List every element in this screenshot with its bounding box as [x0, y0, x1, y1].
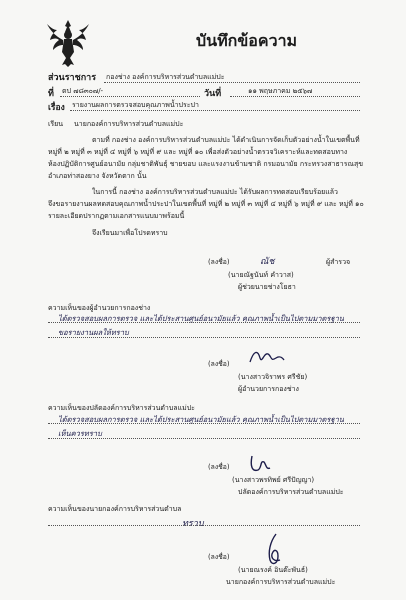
ref-value: ตป ๗๘๓๐๗/-	[62, 87, 104, 95]
deputy-heading: ความเห็นของปลัดองค์การบริหารส่วนตำบลแม่ปะ	[48, 404, 195, 412]
director-name: (นางสาวจิราพร ศรีชัย)	[238, 373, 308, 381]
agency-line	[104, 82, 360, 83]
para1-line3: ห้องปฏิบัติการศูนย์อนามัย กลุ่มชาติพันธุ์ ชายขอบ และแรงงานข้ามชาติ กรมอนามัย กระทรวงสาธารณสุข	[48, 160, 364, 168]
date-value: ๑๑ พฤษภาคม ๒๕๖๗	[248, 87, 313, 95]
director-signature	[246, 348, 286, 368]
signer1-position: ผู้ช่วยนายช่างโยธา	[238, 283, 296, 291]
signer1-note: ผู้สำรวจ	[326, 258, 351, 266]
date-label: วันที่	[204, 89, 222, 99]
ref-label: ที่	[48, 89, 54, 99]
director-handwriting-1: ได้ตรวจสอบผลการตรวจ และได้ประสานศูนย์อนามัยแล้ว คุณภาพน้ำเป็นไปตามมาตรฐาน	[58, 314, 344, 323]
para1-line4: อำเภอท่าสองยาง จังหวัดตาก นั้น	[48, 172, 147, 180]
director-handwriting-2: ขอรายงานผลให้ทราบ	[58, 328, 129, 337]
mayor-heading: ความเห็นของนายกองค์การบริหารส่วนตำบล	[48, 505, 182, 513]
agency-value: กองช่าง องค์การบริหารส่วนตำบลแม่ปะ	[106, 73, 225, 81]
salutation-label: เรียน	[48, 120, 64, 128]
date-line	[230, 96, 360, 97]
deputy-position: ปลัดองค์การบริหารส่วนตำบลแม่ปะ	[238, 488, 344, 496]
deputy-handwriting-1: ได้ตรวจสอบผลการตรวจ และได้ประสานศูนย์อนามัยแล้ว คุณภาพน้ำเป็นไปตามมาตรฐาน	[58, 415, 344, 424]
director-sign-label: (ลงชื่อ)	[208, 360, 230, 368]
salutation-value: นายกองค์การบริหารส่วนตำบลแม่ปะ	[74, 120, 184, 128]
director-line-1	[48, 322, 360, 323]
mayor-signature	[262, 532, 288, 568]
para2-line1: ในการนี้ กองช่าง องค์การบริหารส่วนตำบลแม่ปะ ได้รับผลการทดสอบเรียบร้อยแล้ว	[92, 188, 338, 196]
garuda-emblem-icon	[45, 18, 91, 68]
closing-text: จึงเรียนมาเพื่อโปรดทราบ	[92, 229, 168, 237]
signer1-signature: ณัช	[260, 257, 275, 267]
mayor-sign-label: (ลงชื่อ)	[208, 553, 230, 561]
para2-line3: รายละเอียดปรากฏตามเอกสารแนบมาพร้อมนี้	[48, 212, 185, 220]
signer1-name: (นายณัฐนันท์ คำวาส)	[228, 271, 294, 279]
director-position: ผู้อำนวยการกองช่าง	[238, 385, 299, 393]
deputy-signature	[246, 452, 276, 476]
subject-label: เรื่อง	[48, 103, 65, 113]
deputy-name: (นางสาวพรทิพย์ ศรีปัญญา)	[232, 476, 315, 484]
mayor-position: นายกองค์การบริหารส่วนตำบลแม่ปะ	[226, 578, 336, 586]
director-line-2	[48, 337, 360, 338]
para1-line1: ตามที่ กองช่าง องค์การบริหารส่วนตำบลแม่ปะ ได้ดำเนินการจัดเก็บตัวอย่างน้ำในเขตพื้นที่	[92, 136, 360, 144]
deputy-handwriting-2: เห็นควรทราบ	[58, 429, 102, 438]
mayor-handwriting: ทราบ	[182, 519, 204, 529]
deputy-line-1	[48, 423, 360, 424]
para1-line2: หมู่ที่ ๒ หมู่ที่ ๓ หมู่ที่ ๔ หมู่ที่ ๖ หมู่ที่ ๙ และ หมู่ที่ ๑๐ เพื่อส่งตัวอย่างน้ำตรวจวิเคราะห์และทดสอบทาง	[48, 148, 348, 156]
deputy-line-2	[48, 438, 360, 439]
signer1-sign-label: (ลงชื่อ)	[208, 258, 230, 266]
subject-value: รายงานผลการตรวจสอบคุณภาพน้ำประปา	[72, 101, 199, 109]
subject-line	[70, 110, 360, 111]
para2-line2: จึงขอรายงานผลทดสอบคุณภาพน้ำประปาในเขตพื้นที่ หมู่ที่ ๒ หมู่ที่ ๓ หมู่ที่ ๔ หมู่ที่ ๖ หมู่ที่ ๙ และ หมู่ที่ ๑๐	[48, 200, 364, 208]
memo-title: บันทึกข้อความ	[196, 31, 298, 50]
deputy-sign-label: (ลงชื่อ)	[208, 463, 230, 471]
mayor-name: (นายณรงค์ อินต๊ะพันธ์)	[238, 566, 308, 574]
agency-label: ส่วนราชการ	[48, 73, 97, 83]
ref-line	[60, 96, 200, 97]
director-heading: ความเห็นของผู้อำนวยการกองช่าง	[48, 304, 151, 312]
mayor-line	[48, 525, 360, 526]
